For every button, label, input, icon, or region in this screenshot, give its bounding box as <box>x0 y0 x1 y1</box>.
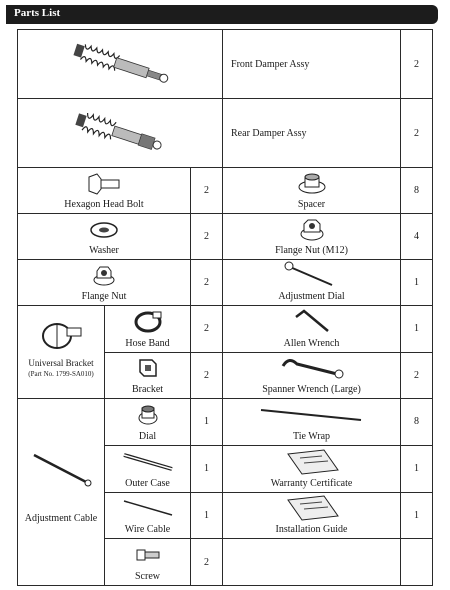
flange-nut-m12-qty: 4 <box>401 214 433 260</box>
washer-name: Washer <box>89 245 119 256</box>
wire-cable-name: Wire Cable <box>124 524 171 536</box>
tie-wrap-icon <box>257 406 367 424</box>
warranty-certificate-icon <box>280 448 344 476</box>
rear-damper-icon <box>65 103 175 163</box>
washer-cell <box>18 214 191 260</box>
dial-name: Dial <box>138 430 157 442</box>
allen-wrench-qty: 1 <box>401 306 433 353</box>
dial-icon <box>137 404 159 426</box>
section-title: Parts List <box>14 7 61 19</box>
flange-nut-icon <box>92 265 116 287</box>
installation-guide-icon <box>280 494 344 522</box>
table-row <box>18 168 433 214</box>
parts-table <box>17 29 433 586</box>
installation-guide-cell <box>223 492 401 539</box>
spacer-icon <box>297 173 327 195</box>
universal-bracket-name: Universal Bracket <box>28 358 94 368</box>
rear-damper-name: Rear Damper Assy <box>223 99 401 168</box>
installation-guide-name: Installation Guide <box>275 524 348 536</box>
universal-bracket-icon <box>39 316 83 352</box>
universal-bracket-cell <box>18 306 105 399</box>
spacer-cell <box>223 168 401 214</box>
flange-nut-cell <box>18 260 191 306</box>
bracket-cell <box>105 352 191 399</box>
rear-damper-image <box>18 99 223 168</box>
flange-nut-m12-cell <box>223 214 401 260</box>
washer-icon <box>89 220 119 240</box>
wire-cable-cell <box>105 492 191 539</box>
flange-nut-m12-name: Flange Nut (M12) <box>275 245 348 256</box>
front-damper-image <box>18 30 223 99</box>
table-row <box>18 260 433 306</box>
screw-cell <box>105 539 191 586</box>
hose-band-name: Hose Band <box>125 337 170 349</box>
wire-cable-qty: 1 <box>191 492 223 539</box>
wire-cable-icon <box>120 497 176 519</box>
bracket-name: Bracket <box>131 384 164 395</box>
outer-case-qty: 1 <box>191 445 223 492</box>
flange-nut-m12-icon <box>299 218 325 242</box>
flange-nut-qty: 2 <box>191 260 223 306</box>
spanner-wrench-name: Spanner Wrench (Large) <box>262 384 361 395</box>
adjustment-cable-icon <box>28 449 94 489</box>
empty-cell <box>223 539 401 586</box>
table-row <box>18 30 433 99</box>
adjustment-dial-qty: 1 <box>401 260 433 306</box>
hex-bolt-qty: 2 <box>191 168 223 214</box>
outer-case-name: Outer Case <box>125 477 170 489</box>
spanner-wrench-qty: 2 <box>401 352 433 399</box>
hose-band-qty: 2 <box>191 306 223 353</box>
dial-cell <box>105 399 191 446</box>
outer-case-cell <box>105 445 191 492</box>
adjustment-cable-cell <box>18 399 105 586</box>
warranty-certificate-name: Warranty Certificate <box>270 477 353 489</box>
spacer-qty: 8 <box>401 168 433 214</box>
front-damper-name: Front Damper Assy <box>223 30 401 99</box>
table-row <box>18 99 433 168</box>
hose-band-cell <box>105 306 191 353</box>
screw-name: Screw <box>135 571 160 582</box>
outer-case-icon <box>120 451 176 473</box>
rear-damper-qty: 2 <box>401 99 433 168</box>
adjustment-dial-cell <box>223 260 401 306</box>
table-row <box>18 399 433 446</box>
tie-wrap-qty: 8 <box>401 399 433 446</box>
tie-wrap-cell <box>223 399 401 446</box>
installation-guide-qty: 1 <box>401 492 433 539</box>
flange-nut-name: Flange Nut <box>81 291 127 302</box>
adjustment-dial-name: Adjustment Dial <box>278 291 345 302</box>
universal-bracket-part-no: (Part No. 1799-SA010) <box>28 370 94 378</box>
adjustment-dial-icon <box>282 261 342 291</box>
allen-wrench-name: Allen Wrench <box>283 337 340 349</box>
tie-wrap-name: Tie Wrap <box>292 430 331 442</box>
empty-qty-cell <box>401 539 433 586</box>
allen-wrench-cell <box>223 306 401 353</box>
front-damper-icon <box>55 34 185 94</box>
screw-qty: 2 <box>191 539 223 586</box>
section-header <box>6 5 438 24</box>
hex-bolt-icon <box>87 173 121 195</box>
spanner-wrench-icon <box>277 356 347 380</box>
screw-icon <box>135 546 161 564</box>
adjustment-cable-name: Adjustment Cable <box>24 513 98 524</box>
front-damper-qty: 2 <box>401 30 433 99</box>
hex-bolt-name: Hexagon Head Bolt <box>64 199 144 210</box>
warranty-certificate-qty: 1 <box>401 445 433 492</box>
bracket-icon <box>137 357 159 379</box>
hex-bolt-cell <box>18 168 191 214</box>
spacer-name: Spacer <box>297 199 326 210</box>
bracket-qty: 2 <box>191 352 223 399</box>
spanner-wrench-cell <box>223 352 401 399</box>
warranty-certificate-cell <box>223 445 401 492</box>
table-row <box>18 214 433 260</box>
dial-qty: 1 <box>191 399 223 446</box>
allen-wrench-icon <box>292 309 332 335</box>
washer-qty: 2 <box>191 214 223 260</box>
hose-band-icon <box>133 310 163 334</box>
table-row <box>18 306 433 353</box>
